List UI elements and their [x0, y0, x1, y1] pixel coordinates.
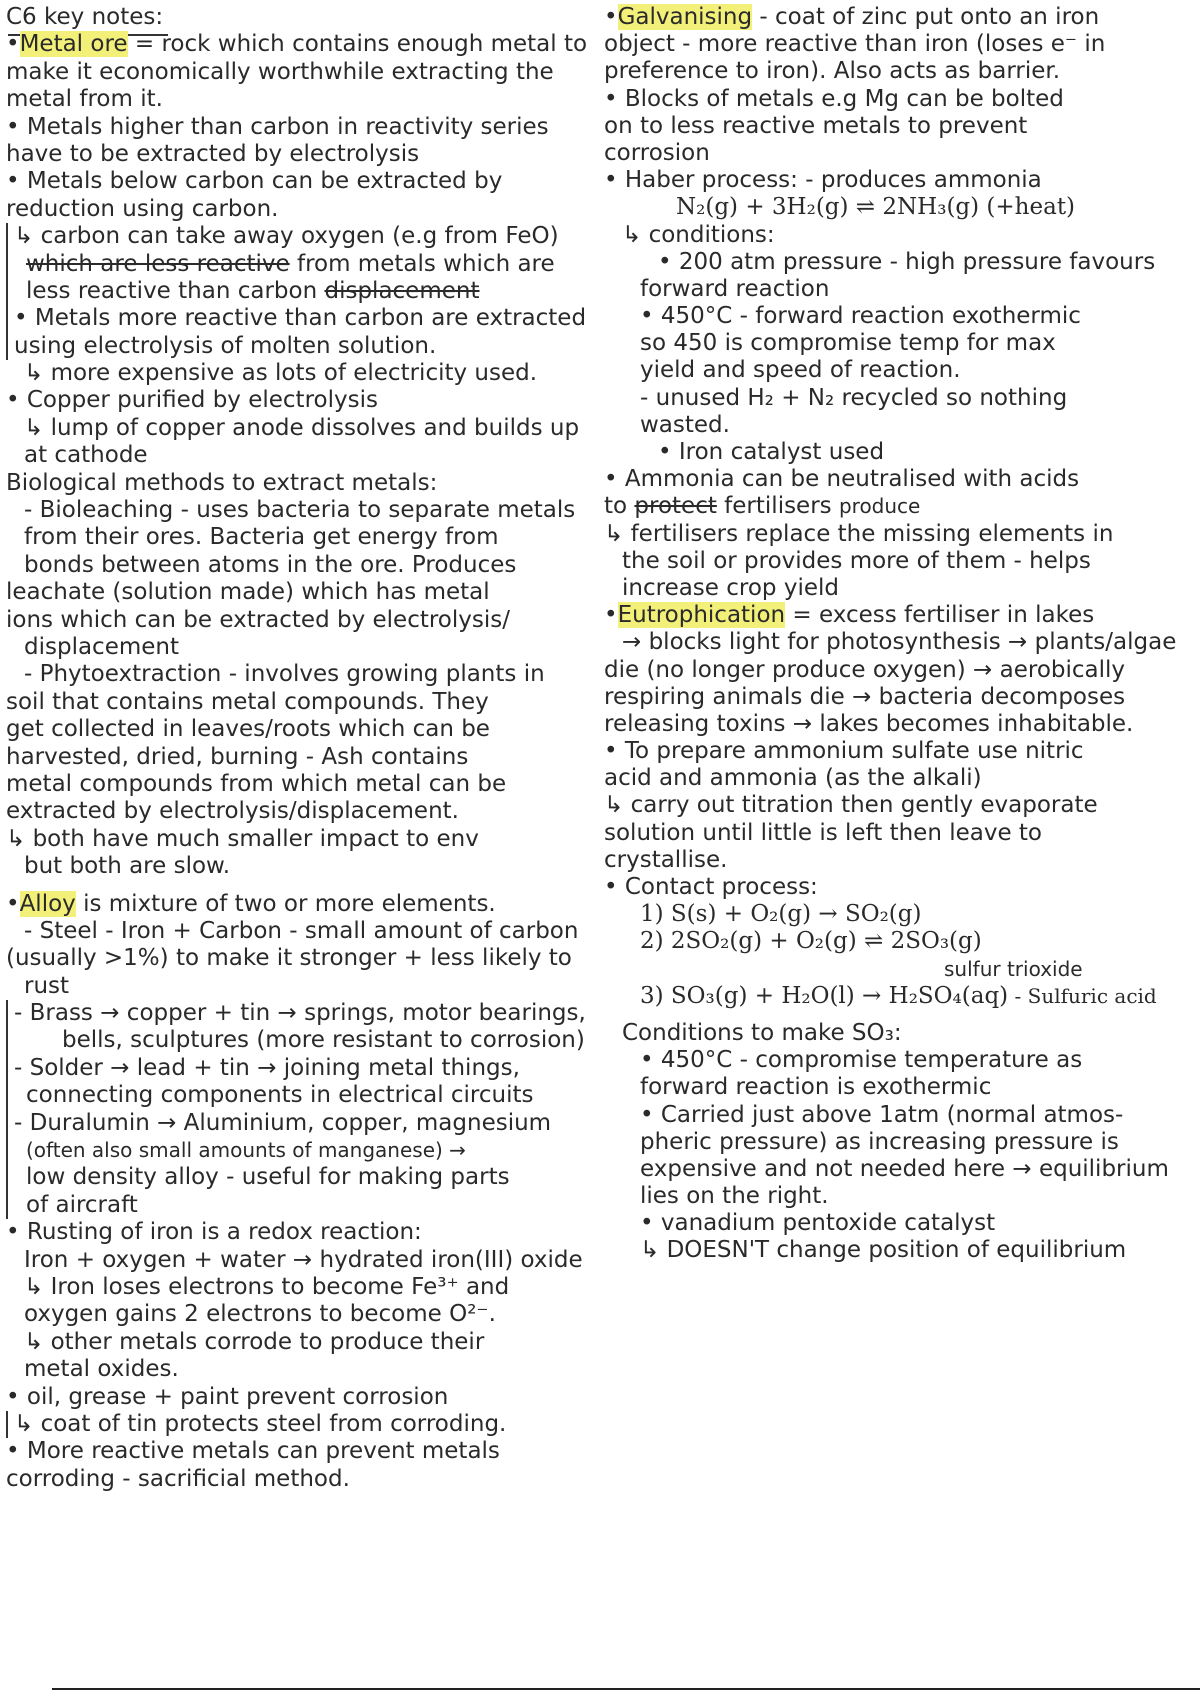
- note-line: preference to iron). Also acts as barrier.: [604, 58, 1061, 85]
- ore-definition: •Metal ore = rock which contains enough metal to: [6, 31, 588, 58]
- note-line: ↳ carry out titration then gently evaporate: [604, 792, 1098, 819]
- note-line: metal oxides.: [24, 1356, 179, 1383]
- note-line: which are less reactive from metals which are: [6, 251, 600, 278]
- note-line: • Metals more reactive than carbon are extracted: [6, 305, 600, 332]
- note-line: • Haber process: - produces ammonia: [604, 167, 1042, 194]
- note-line: • 200 atm pressure - high pressure favours: [658, 248, 1156, 275]
- note-line: less reactive than carbon displacement: [6, 278, 600, 305]
- ore-definition-line-2: make it economically worthwhile extracting the: [6, 58, 554, 85]
- note-line: acid and ammonia (as the alkali): [604, 765, 982, 792]
- note-line: • Metals higher than carbon in reactivity series: [6, 113, 549, 140]
- equation-label: sulfur trioxide: [944, 956, 1083, 981]
- right-column: [604, 4, 1194, 1265]
- note-line: connecting components in electrical circuits: [6, 1082, 600, 1109]
- note-line: crystallise.: [604, 846, 728, 873]
- note-line: at cathode: [24, 442, 148, 469]
- note-line: of aircraft: [6, 1192, 600, 1219]
- note-line: solution until little is left then leave to: [604, 819, 1042, 846]
- note-line: ↳ more expensive as lots of electricity used.: [24, 360, 538, 387]
- note-line: • To prepare ammonium sulfate use nitric: [604, 738, 1084, 765]
- note-line: - Brass → copper + tin → springs, motor bearings,: [6, 1000, 600, 1027]
- note-line: corroding - sacrificial method.: [6, 1465, 350, 1492]
- note-line: ↳ lump of copper anode dissolves and builds up: [24, 414, 580, 441]
- note-line: • oil, grease + paint prevent corrosion: [6, 1383, 449, 1410]
- note-line: expensive and not needed here → equilibrium: [640, 1155, 1169, 1182]
- note-line: so 450 is compromise temp for max: [640, 330, 1056, 357]
- note-line: (often also small amounts of manganese) →: [6, 1137, 600, 1164]
- note-line: • Ammonia can be neutralised with acids: [604, 466, 1080, 493]
- note-line: get collected in leaves/roots which can be: [6, 716, 490, 743]
- eutrophication-term: Eutrophication: [617, 602, 786, 629]
- ore-definition-line-3: metal from it.: [6, 86, 163, 113]
- note-line: displacement: [24, 633, 180, 660]
- note-line: - Duralumin → Aluminium, copper, magnesium: [6, 1110, 600, 1137]
- section-heading: Conditions to make SO₃:: [622, 1019, 902, 1046]
- note-line: extracted by electrolysis/displacement.: [6, 798, 459, 825]
- note-line: reduction using carbon.: [6, 195, 279, 222]
- note-line: to protect fertilisers produce: [604, 493, 921, 520]
- note-line: ions which can be extracted by electrolysis/: [6, 606, 510, 633]
- inserted-word: produce: [838, 494, 921, 519]
- note-line: ↳ both have much smaller impact to env: [6, 825, 479, 852]
- note-line: rust: [24, 972, 70, 999]
- note-line: - Solder → lead + tin → joining metal things,: [6, 1055, 600, 1082]
- note-line: - unused H₂ + N₂ recycled so nothing: [640, 384, 1068, 411]
- note-line: low density alloy - useful for making parts: [6, 1164, 600, 1191]
- crossed-out-text: protect: [634, 493, 717, 520]
- note-line: • Blocks of metals e.g Mg can be bolted: [604, 85, 1064, 112]
- note-line: releasing toxins → lakes becomes inhabitable.: [604, 710, 1134, 737]
- contact-equation-3: 3) SO₃(g) + H₂O(l) → H₂SO₄(aq) - Sulfuric acid: [640, 982, 1157, 1009]
- note-line: • vanadium pentoxide catalyst: [640, 1210, 996, 1237]
- note-line: • 450°C - forward reaction exothermic: [640, 303, 1081, 330]
- note-line: ↳ Iron loses electrons to become Fe³⁺ and: [24, 1273, 510, 1300]
- section-heading: • Contact process:: [604, 874, 818, 900]
- note-line: ↳ DOESN'T change position of equilibrium: [640, 1237, 1127, 1264]
- note-line: • Metals below carbon can be extracted by: [6, 168, 503, 195]
- note-line: Iron + oxygen + water → hydrated iron(III) oxide: [24, 1246, 583, 1273]
- note-line: corrosion: [604, 139, 710, 166]
- note-line: yield and speed of reaction.: [640, 357, 961, 384]
- note-line: from their ores. Bacteria get energy from: [24, 524, 499, 551]
- note-line: respiring animals die → bacteria decomposes: [604, 683, 1126, 710]
- eutrophication-definition: •Eutrophication = excess fertiliser in lakes: [604, 602, 1095, 629]
- haber-equation: N₂(g) + 3H₂(g) ⇌ 2NH₃(g) (+heat): [676, 194, 1076, 221]
- note-line: metal compounds from which metal can be: [6, 770, 507, 797]
- note-line: pheric pressure) as increasing pressure is: [640, 1128, 1119, 1155]
- note-line: ↳ carbon can take away oxygen (e.g from FeO): [6, 223, 600, 250]
- note-line: using electrolysis of molten solution.: [6, 333, 600, 360]
- alloy-term: Alloy: [19, 890, 76, 917]
- note-line: - Bioleaching - uses bacteria to separate metals: [24, 497, 576, 524]
- note-line: • More reactive metals can prevent metals: [6, 1438, 500, 1465]
- note-line: ↳ other metals corrode to produce their: [24, 1328, 485, 1355]
- galvanising-definition: •Galvanising - coat of zinc put onto an iron: [604, 4, 1100, 30]
- note-line: ↳ conditions:: [622, 221, 775, 248]
- section-heading: Biological methods to extract metals:: [6, 469, 438, 496]
- note-line: oxygen gains 2 electrons to become O²⁻.: [24, 1301, 496, 1328]
- note-line: lies on the right.: [640, 1183, 829, 1210]
- note-line: but both are slow.: [24, 853, 231, 880]
- note-line: ↳ coat of tin protects steel from corroding.: [6, 1411, 600, 1438]
- note-line: the soil or provides more of them - helps: [622, 547, 1091, 574]
- page-title: C6 key notes:: [6, 4, 164, 30]
- note-line: forward reaction is exothermic: [640, 1074, 992, 1101]
- note-line: soil that contains metal compounds. They: [6, 688, 489, 715]
- note-line: - Phytoextraction - involves growing plants in: [24, 661, 545, 688]
- note-line: have to be extracted by electrolysis: [6, 140, 420, 167]
- note-line: forward reaction: [640, 275, 830, 302]
- note-line: • Copper purified by electrolysis: [6, 387, 378, 414]
- note-line: wasted.: [640, 411, 730, 438]
- crossed-out-text: which are less reactive: [26, 250, 290, 277]
- galvanising-term: Galvanising: [617, 4, 753, 30]
- note-line: ↳ fertilisers replace the missing elements in: [604, 520, 1114, 547]
- note-line: leachate (solution made) which has metal: [6, 579, 490, 606]
- contact-equation-2: 2) 2SO₂(g) + O₂(g) ⇌ 2SO₃(g): [640, 928, 982, 955]
- note-line: • Rusting of iron is a redox reaction:: [6, 1219, 422, 1246]
- note-line: bonds between atoms in the ore. Produces: [24, 551, 517, 578]
- note-line: die (no longer produce oxygen) → aerobically: [604, 656, 1126, 683]
- note-line: • Carried just above 1atm (normal atmos-: [640, 1101, 1124, 1128]
- note-line: on to less reactive metals to prevent: [604, 112, 1028, 139]
- note-line: - Steel - Iron + Carbon - small amount of carbon: [24, 917, 579, 944]
- bottom-divider: [52, 1688, 1200, 1690]
- note-line: bells, sculptures (more resistant to corrosion): [6, 1027, 600, 1054]
- ore-term: Metal ore: [19, 31, 128, 58]
- note-line: (usually >1%) to make it stronger + less likely to: [6, 945, 572, 972]
- left-column: [6, 4, 600, 1493]
- crossed-out-text: displacement: [324, 277, 480, 304]
- alloy-definition: •Alloy is mixture of two or more elements.: [6, 890, 496, 917]
- note-line: harvested, dried, burning - Ash contains: [6, 743, 469, 770]
- note-line: → blocks light for photosynthesis → plants/algae: [622, 629, 1177, 656]
- note-line: object - more reactive than iron (loses e⁻ in: [604, 31, 1106, 58]
- note-line: • 450°C - compromise temperature as: [640, 1047, 1083, 1074]
- contact-equation-1: 1) S(s) + O₂(g) → SO₂(g): [640, 901, 922, 928]
- note-line: • Iron catalyst used: [658, 439, 885, 465]
- note-line: increase crop yield: [622, 574, 839, 601]
